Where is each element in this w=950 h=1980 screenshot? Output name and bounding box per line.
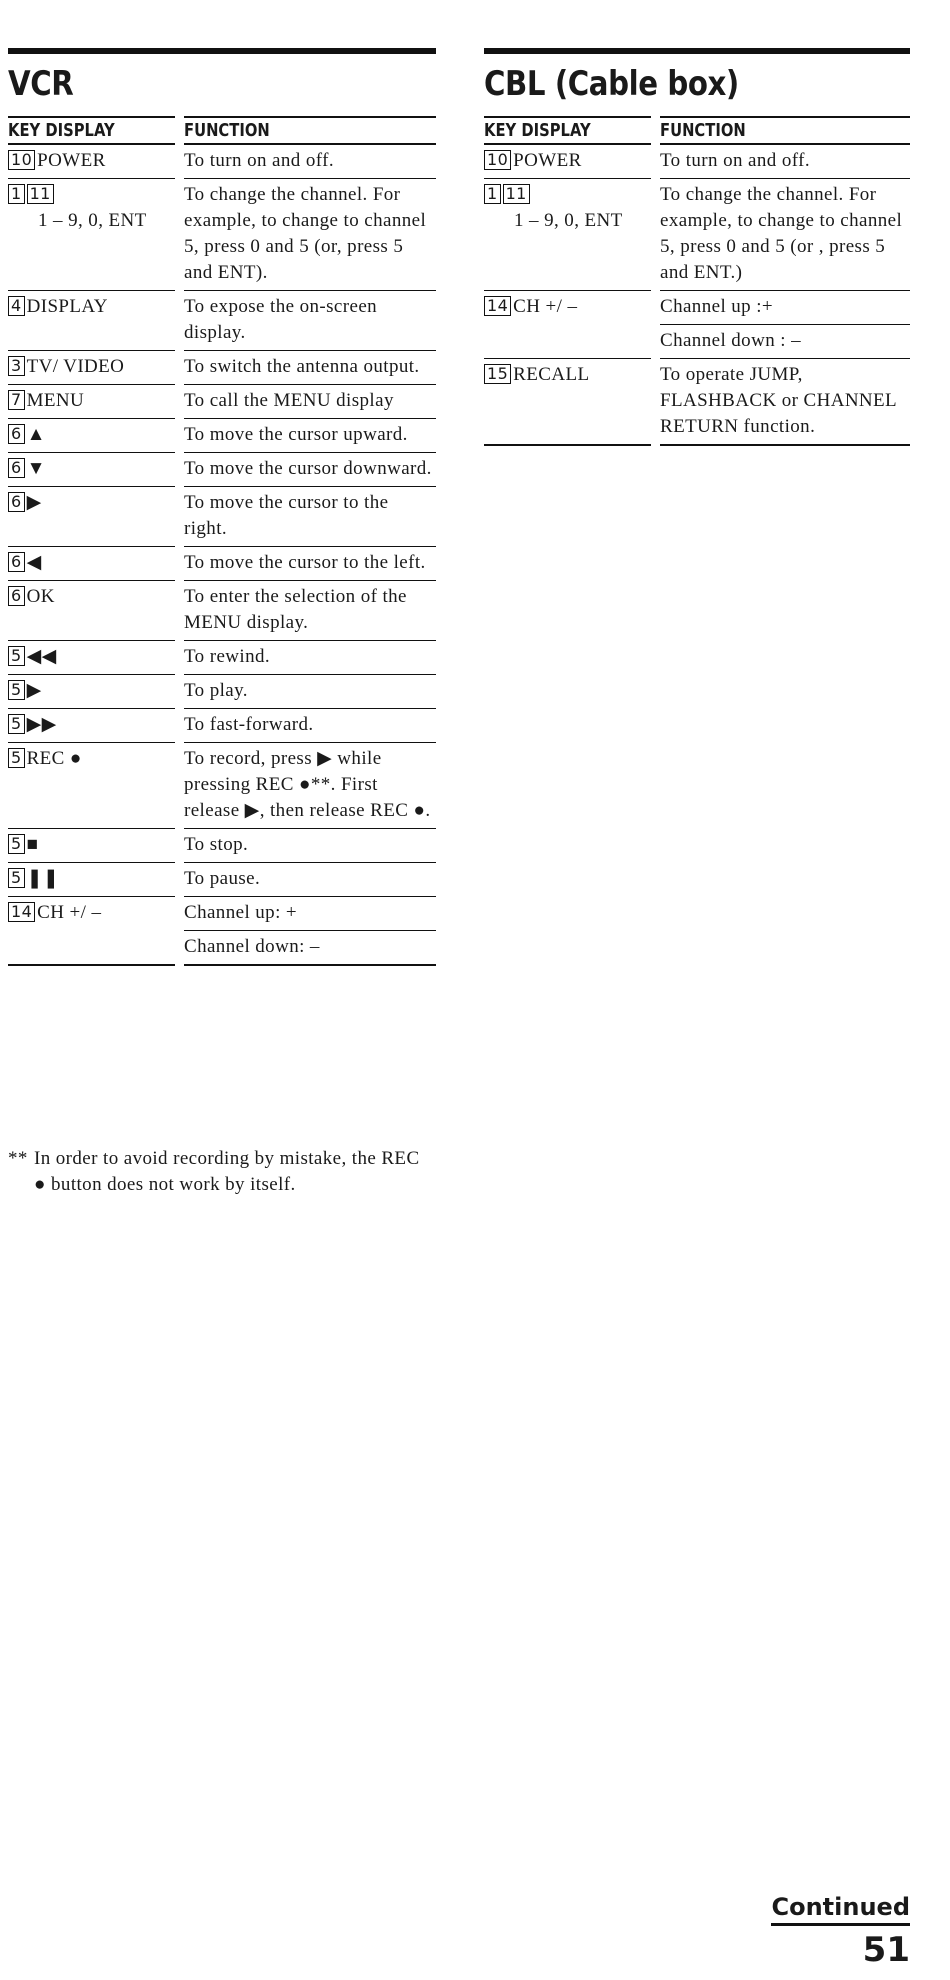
table-row <box>484 359 910 446</box>
key-label: OK <box>26 586 55 607</box>
vcr-section <box>8 48 436 966</box>
function-cell: Channel down: – <box>184 931 436 966</box>
function-cell: To enter the selection of the MENU display. <box>184 581 436 641</box>
table-row <box>8 709 436 743</box>
function-cell: Channel up: + <box>184 897 436 931</box>
key-display-header: KEY DISPLAY <box>8 120 115 141</box>
key-cell <box>8 453 175 487</box>
table-row <box>8 487 436 547</box>
function-cell: Channel down : – <box>660 325 910 359</box>
function-cell: To change the channel. For example, to change to channel 5, press 0 and 5 (or, press 5 and ENT). <box>184 179 436 291</box>
key-number-box: 1 <box>484 184 501 204</box>
key-number-box: 5 <box>8 680 25 700</box>
key-number-box: 4 <box>8 296 25 316</box>
key-label: ▶▶ <box>26 714 57 735</box>
function-cell: To fast-forward. <box>184 709 436 743</box>
key-number-box: 6 <box>8 492 25 512</box>
section-rule <box>8 48 436 54</box>
key-cell <box>8 487 175 547</box>
footnote <box>8 1146 436 1198</box>
table-row <box>484 291 910 325</box>
key-label: ■ <box>26 834 39 855</box>
table-row <box>8 829 436 863</box>
key-cell <box>8 547 175 581</box>
key-number-box: 6 <box>8 552 25 572</box>
key-label: ▶ <box>26 492 42 513</box>
key-number-box: 5 <box>8 714 25 734</box>
key-cell <box>8 709 175 743</box>
vcr-table-header <box>8 116 436 145</box>
key-cell <box>484 145 651 179</box>
key-cell <box>484 291 651 325</box>
key-cell <box>8 385 175 419</box>
key-label: ▲ <box>26 424 46 445</box>
key-number-box: 7 <box>8 390 25 410</box>
key-display-header: KEY DISPLAY <box>484 120 591 141</box>
continued-label: Continued <box>771 1893 910 1926</box>
key-label: POWER <box>37 150 106 171</box>
table-row <box>484 325 910 359</box>
table-row <box>8 351 436 385</box>
key-number-box: 6 <box>8 586 25 606</box>
key-cell <box>8 641 175 675</box>
key-number-box: 15 <box>484 364 511 384</box>
function-cell: To turn on and off. <box>184 145 436 179</box>
key-label: ◀◀ <box>26 646 57 667</box>
function-cell: To rewind. <box>184 641 436 675</box>
key-number-box: 11 <box>503 184 530 204</box>
cbl-table-body <box>484 145 910 446</box>
key-label: CH +/ – <box>513 296 578 317</box>
table-row <box>8 385 436 419</box>
table-row <box>484 145 910 179</box>
key-cell <box>8 419 175 453</box>
page-number: 51 <box>862 1930 910 1970</box>
key-number-box: 5 <box>8 646 25 666</box>
key-label-secondary: 1 – 9, 0, ENT <box>38 210 147 231</box>
function-cell: To move the cursor upward. <box>184 419 436 453</box>
function-header: FUNCTION <box>184 120 270 141</box>
function-cell: To move the cursor to the right. <box>184 487 436 547</box>
key-label: DISPLAY <box>26 296 108 317</box>
table-row <box>8 453 436 487</box>
key-number-box: 14 <box>484 296 511 316</box>
key-label: REC ● <box>26 748 82 769</box>
key-label: MENU <box>26 390 85 411</box>
key-label: CH +/ – <box>37 902 102 923</box>
cbl-section <box>484 48 910 446</box>
table-row <box>8 641 436 675</box>
key-label-secondary: 1 – 9, 0, ENT <box>514 210 623 231</box>
key-number-box: 6 <box>8 424 25 444</box>
key-cell <box>8 675 175 709</box>
key-number-box: 11 <box>27 184 54 204</box>
function-cell: To operate JUMP, FLASHBACK or CHANNEL RETURN function. <box>660 359 910 446</box>
key-number-box: 5 <box>8 868 25 888</box>
key-label: ▼ <box>26 458 46 479</box>
table-row <box>8 675 436 709</box>
key-number-box: 14 <box>8 902 35 922</box>
key-cell <box>8 897 175 931</box>
key-number-box: 10 <box>8 150 35 170</box>
table-row <box>8 547 436 581</box>
key-label: ❚❚ <box>26 868 60 889</box>
key-cell <box>8 863 175 897</box>
key-cell <box>484 325 651 359</box>
function-cell: To turn on and off. <box>660 145 910 179</box>
function-cell: To stop. <box>184 829 436 863</box>
table-row <box>8 179 436 291</box>
key-number-box: 10 <box>484 150 511 170</box>
function-cell: To call the MENU display <box>184 385 436 419</box>
table-row <box>8 863 436 897</box>
key-label: POWER <box>513 150 582 171</box>
table-row <box>8 419 436 453</box>
table-row <box>8 581 436 641</box>
function-cell: To switch the antenna output. <box>184 351 436 385</box>
footnote-marker: ** <box>8 1148 28 1169</box>
key-cell <box>8 829 175 863</box>
table-row <box>8 743 436 829</box>
function-cell: To expose the on-screen display. <box>184 291 436 351</box>
vcr-title: VCR <box>8 64 74 104</box>
key-number-box: 5 <box>8 834 25 854</box>
function-cell: To move the cursor downward. <box>184 453 436 487</box>
key-cell <box>8 351 175 385</box>
key-cell <box>8 179 175 291</box>
key-cell <box>8 291 175 351</box>
key-cell <box>484 179 651 291</box>
key-cell <box>8 581 175 641</box>
function-cell: To move the cursor to the left. <box>184 547 436 581</box>
table-row <box>8 931 436 966</box>
key-cell <box>8 145 175 179</box>
key-cell <box>484 359 651 446</box>
cbl-table-header <box>484 116 910 145</box>
function-cell: To pause. <box>184 863 436 897</box>
key-number-box: 1 <box>8 184 25 204</box>
key-label: TV/ VIDEO <box>26 356 125 377</box>
table-row <box>484 179 910 291</box>
vcr-table-body <box>8 145 436 966</box>
key-label: RECALL <box>513 364 590 385</box>
table-row <box>8 291 436 351</box>
cbl-title: CBL (Cable box) <box>484 64 739 104</box>
key-number-box: 3 <box>8 356 25 376</box>
function-cell: Channel up :+ <box>660 291 910 325</box>
function-header: FUNCTION <box>660 120 746 141</box>
section-rule <box>484 48 910 54</box>
table-row <box>8 897 436 931</box>
footnote-text: In order to avoid recording by mistake, the REC ● button does not work by itself. <box>34 1148 420 1195</box>
key-number-box: 5 <box>8 748 25 768</box>
function-cell: To change the channel. For example, to change to channel 5, press 0 and 5 (or , press 5 and ENT.) <box>660 179 910 291</box>
key-cell <box>8 931 175 966</box>
function-cell: To play. <box>184 675 436 709</box>
table-row <box>8 145 436 179</box>
key-label: ◀ <box>26 552 42 573</box>
key-cell <box>8 743 175 829</box>
key-label: ▶ <box>26 680 42 701</box>
function-cell: To record, press ▶ while pressing REC ●**. First release ▶, then release REC ●. <box>184 743 436 829</box>
key-number-box: 6 <box>8 458 25 478</box>
